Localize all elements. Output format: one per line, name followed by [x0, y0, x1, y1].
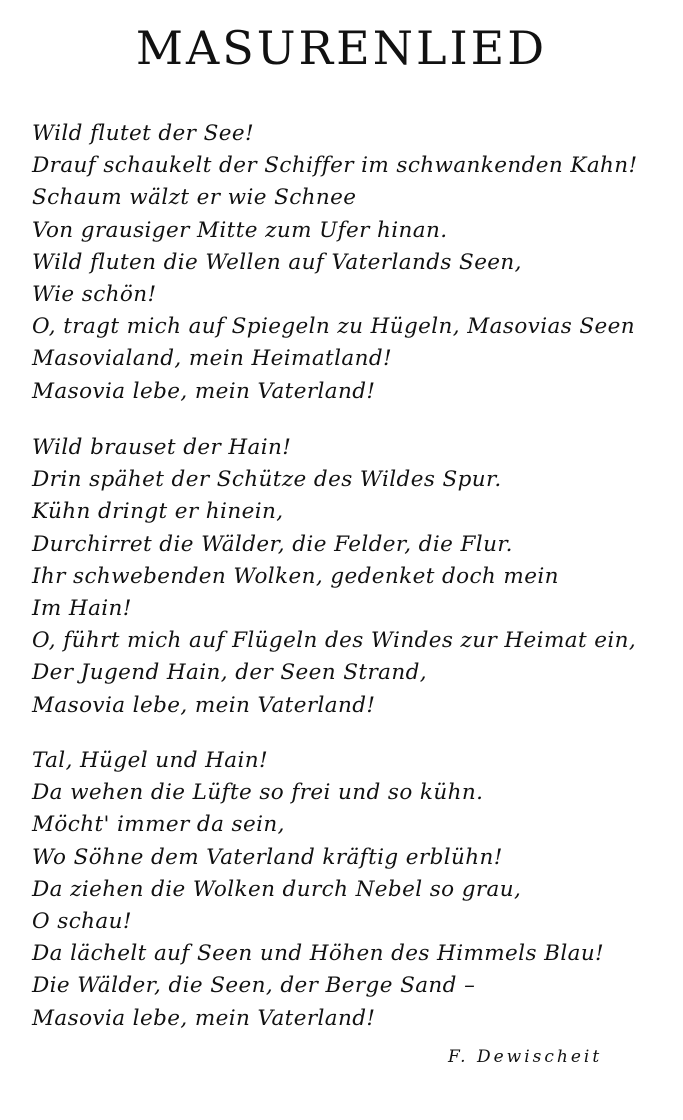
refrain-line: Masovia lebe, mein Vaterland!	[32, 378, 376, 404]
verse-line: Wild brauset der Hain!	[32, 435, 292, 460]
verse-line: Drauf schaukelt der Schiffer im schwankenden Kahn!	[32, 153, 638, 179]
verse-line: Der Jugend Hain, der Seen Strand,	[32, 660, 427, 686]
verse-line: Tal, Hügel und Hain!	[32, 748, 269, 773]
verse-line: O, tragt mich auf Spiegeln zu Hügeln, Masovias Seen	[32, 314, 636, 340]
author-signature: F. Dewischeit	[448, 1047, 603, 1067]
verse-line: Wild fluten die Wellen auf Vaterlands Seen,	[32, 249, 522, 275]
verse-line: Wie schön!	[32, 281, 157, 307]
verse-line: O, führt mich auf Flügeln des Windes zur Heimat ein,	[32, 628, 637, 654]
verse-line: O schau!	[32, 908, 132, 934]
verse-line: Da wehen die Lüfte so frei und so kühn.	[32, 780, 484, 806]
verse-line: Schaum wälzt er wie Schnee	[32, 185, 357, 211]
verse-line: Wild flutet der See!	[32, 121, 255, 146]
verse-line: Ihr schwebenden Wolken, gedenket doch mein	[32, 563, 559, 589]
verse-line: Die Wälder, die Seen, der Berge Sand –	[32, 973, 476, 999]
verse-line: Da ziehen die Wolken durch Nebel so grau,	[32, 876, 522, 902]
refrain-line: Masovia lebe, mein Vaterland!	[32, 692, 376, 718]
stanza-3	[32, 745, 652, 1035]
stanza-2	[32, 432, 652, 722]
verse-line: Wo Söhne dem Vaterland kräftig erblühn!	[32, 844, 503, 870]
stanza-1	[32, 118, 652, 408]
song-title: MASURENLIED	[135, 21, 548, 75]
verse-line: Möcht' immer da sein,	[32, 812, 285, 838]
verse-line: Im Hain!	[32, 595, 132, 621]
verse-line: Von grausiger Mitte zum Ufer hinan.	[32, 217, 448, 243]
refrain-line: Masovia lebe, mein Vaterland!	[32, 1005, 376, 1031]
verse-line: Kühn dringt er hinein,	[32, 499, 284, 525]
verse-line: Durchirret die Wälder, die Felder, die Flur.	[32, 531, 513, 557]
verse-line: Drin spähet der Schütze des Wildes Spur.	[32, 467, 502, 493]
verse-line: Da lächelt auf Seen und Höhen des Himmels Blau!	[32, 941, 605, 967]
verse-line: Masovialand, mein Heimatland!	[32, 346, 393, 372]
